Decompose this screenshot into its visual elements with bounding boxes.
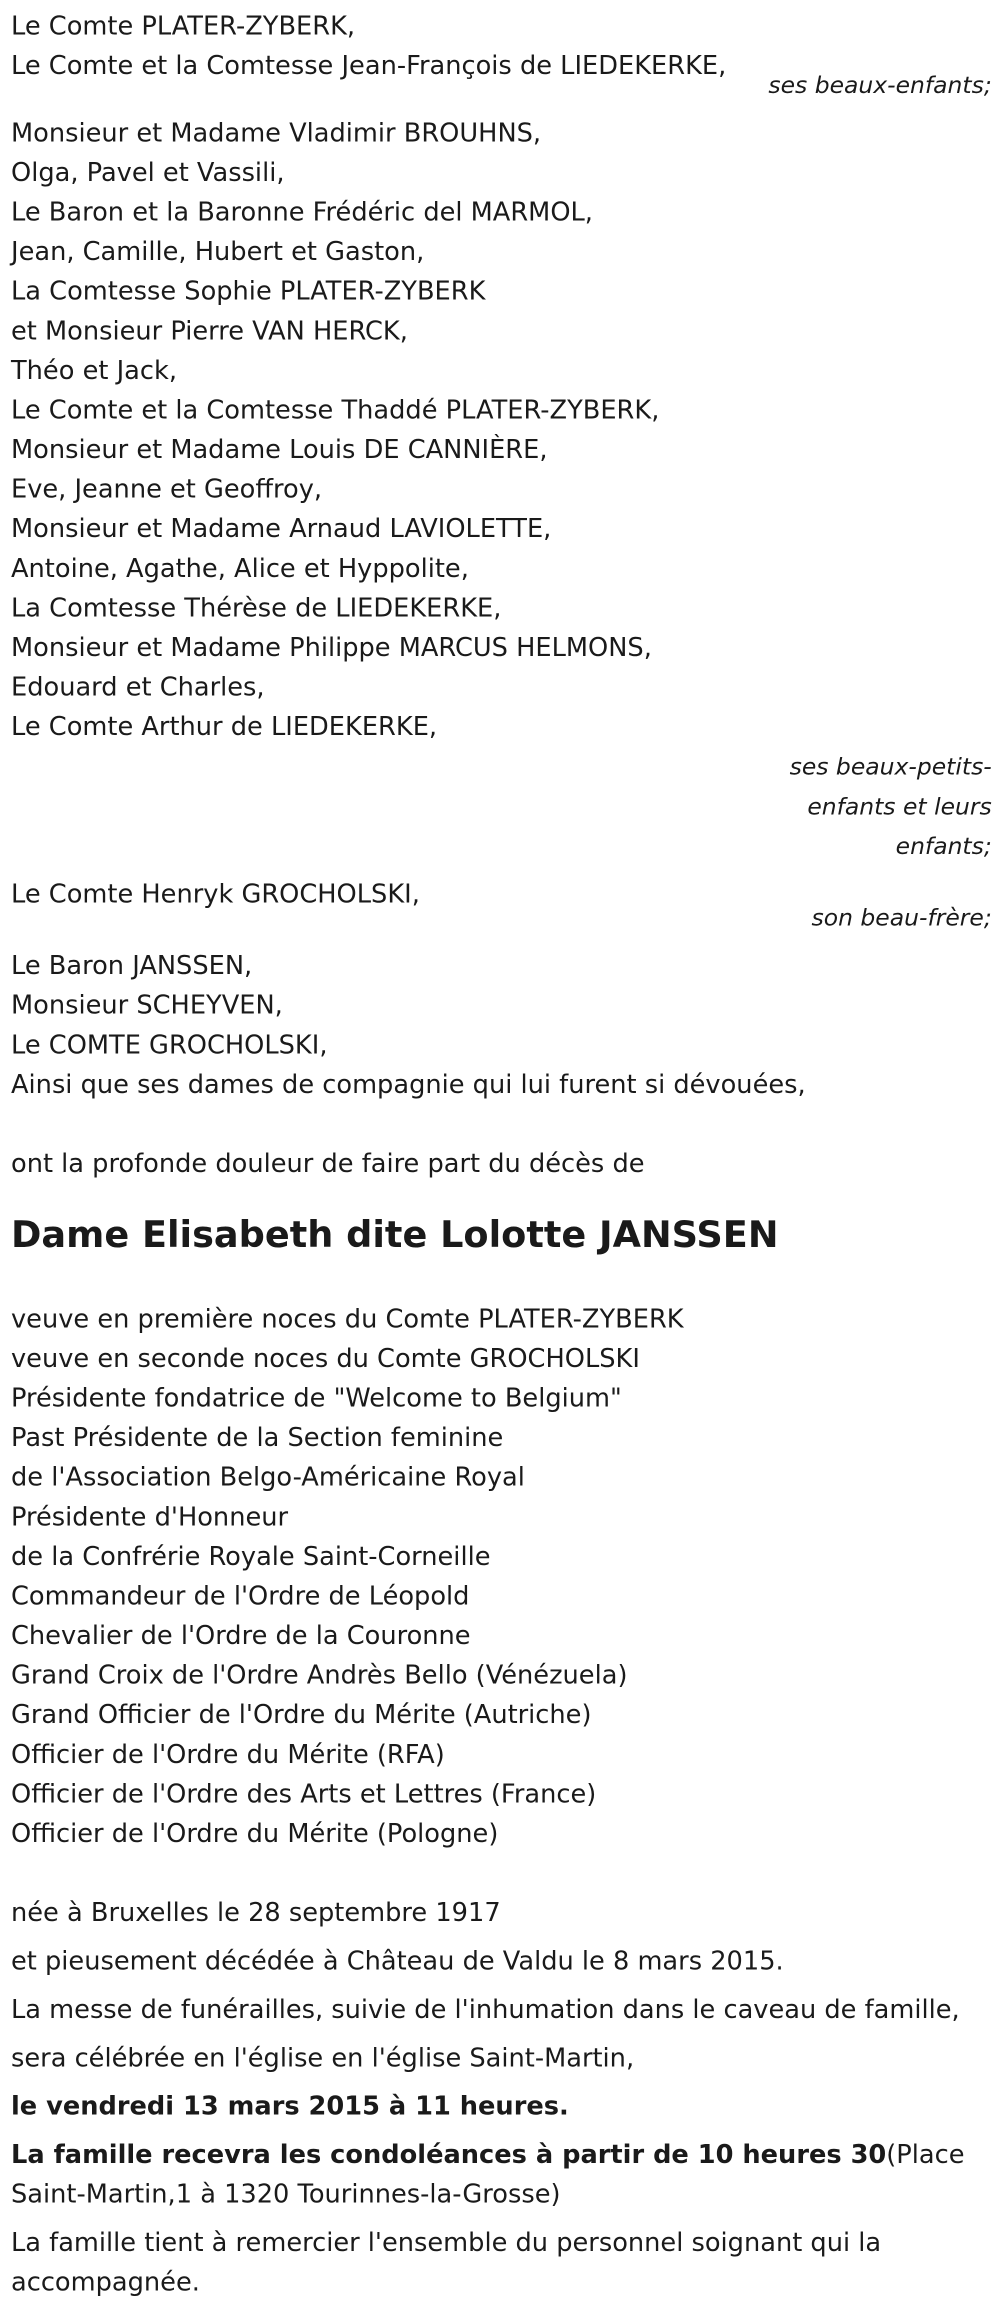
family-line: Olga, Pavel et Vassili, [11, 158, 285, 189]
family-line: Le Comte Henryk GROCHOLSKI, [11, 880, 420, 910]
title-line: Officier de l'Ordre du Mérite (RFA) [11, 1740, 445, 1771]
thanks-text: La famille tient à remercier l'ensemble du personnel soignant qui la accompagnée. [11, 2228, 882, 2298]
title-line: Grand Officier de l'Ordre du Mérite (Autriche) [11, 1701, 592, 1731]
title-line: veuve en seconde noces du Comte GROCHOLSKI [11, 1344, 640, 1375]
title-line: Officier de l'Ordre des Arts et Lettres (France) [11, 1780, 597, 1810]
family-group-children-in-law [11, 8, 992, 105]
family-line: Le Comte et la Comtesse Thaddé PLATER-ZYBERK, [11, 396, 660, 426]
title-line: veuve en première noces du Comte PLATER-ZYBERK [11, 1305, 684, 1335]
family-line: La Comtesse Sophie PLATER-ZYBERK [11, 277, 486, 308]
family-line: Le Comte Arthur de LIEDEKERKE, [11, 713, 438, 743]
condolences-place: (Place Saint-Martin,1 à 1320 Tourinnes-la-Grosse) [11, 2141, 965, 2210]
relationship-label: enfants et leurs [807, 792, 992, 821]
birth-text: née à Bruxelles le 28 septembre 1917 [11, 1899, 501, 1929]
family-line: Le Comte et la Comtesse Jean-François de LIEDEKERKE, [11, 51, 727, 82]
family-group-grandchildren-in-law [11, 115, 992, 866]
title-line: Chevalier de l'Ordre de la Couronne [11, 1622, 471, 1652]
family-line: Ainsi que ses dames de compagnie qui lui furent si dévouées, [11, 1070, 806, 1101]
family-line: Monsieur et Madame Vladimir BROUHNS, [11, 119, 542, 149]
obituary-content [11, 8, 992, 2313]
relationship-label: ses beaux-enfants; [768, 71, 992, 99]
family-line: Le Comte PLATER-ZYBERK, [11, 12, 356, 42]
title-line: Officier de l'Ordre du Mérite (Pologne) [11, 1819, 499, 1850]
relationship-label: ses beaux-petits- [789, 752, 992, 781]
family-line: Théo et Jack, [11, 356, 177, 387]
title-line: Past Présidente de la Section feminine [11, 1424, 504, 1454]
funeral-text: La messe de funérailles, suivie de l'inhumation dans le caveau de famille, [11, 1995, 960, 2026]
family-line: Monsieur et Madame Philippe MARCUS HELMONS, [11, 633, 652, 664]
family-line: Edouard et Charles, [11, 673, 265, 703]
relationship-label: enfants; [895, 831, 992, 860]
family-line: Le COMTE GROCHOLSKI, [11, 1031, 328, 1061]
family-line: Jean, Camille, Hubert et Gaston, [11, 238, 425, 268]
title-line: Grand Croix de l'Ordre Andrès Bello (Vénézuela) [11, 1661, 628, 1691]
condolences-text [11, 2137, 992, 2216]
funeral-place-text: sera célébrée en l'église en l'église Saint-Martin, [11, 2044, 635, 2074]
title-line: Commandeur de l'Ordre de Léopold [11, 1582, 470, 1612]
family-line: Eve, Jeanne et Geoffroy, [11, 475, 323, 505]
title-line: Présidente d'Honneur [11, 1503, 289, 1533]
others-group [11, 948, 992, 1106]
announcement-text: ont la profonde douleur de faire part du décès de [11, 1150, 645, 1180]
family-line: La Comtesse Thérèse de LIEDEKERKE, [11, 594, 502, 624]
family-line: Monsieur et Madame Arnaud LAVIOLETTE, [11, 515, 552, 545]
relationship-label: son beau-frère; [811, 903, 992, 932]
family-line: Le Baron et la Baronne Frédéric del MARMOL, [11, 198, 593, 228]
deceased-name: Dame Elisabeth dite Lolotte JANSSEN [11, 1213, 779, 1256]
family-line: Antoine, Agathe, Alice et Hyppolite, [11, 554, 469, 585]
family-line: Monsieur et Madame Louis DE CANNIÈRE, [11, 436, 548, 466]
titles-list [11, 1301, 992, 1855]
condolences-time: La famille recevra les condoléances à partir de 10 heures 30 [11, 2141, 887, 2171]
title-line: de l'Association Belgo-Américaine Royal [11, 1463, 525, 1494]
title-line: Présidente fondatrice de "Welcome to Belgium" [11, 1384, 622, 1414]
title-line: de la Confrérie Royale Saint-Corneille [11, 1542, 491, 1573]
family-line: Monsieur SCHEYVEN, [11, 991, 283, 1022]
family-group-brother-in-law [11, 876, 992, 938]
funeral-datetime: le vendredi 13 mars 2015 à 11 heures. [11, 2092, 569, 2122]
family-line: et Monsieur Pierre VAN HERCK, [11, 317, 408, 347]
death-text: et pieusement décédée à Château de Valdu le 8 mars 2015. [11, 1947, 784, 1977]
family-line: Le Baron JANSSEN, [11, 952, 253, 982]
